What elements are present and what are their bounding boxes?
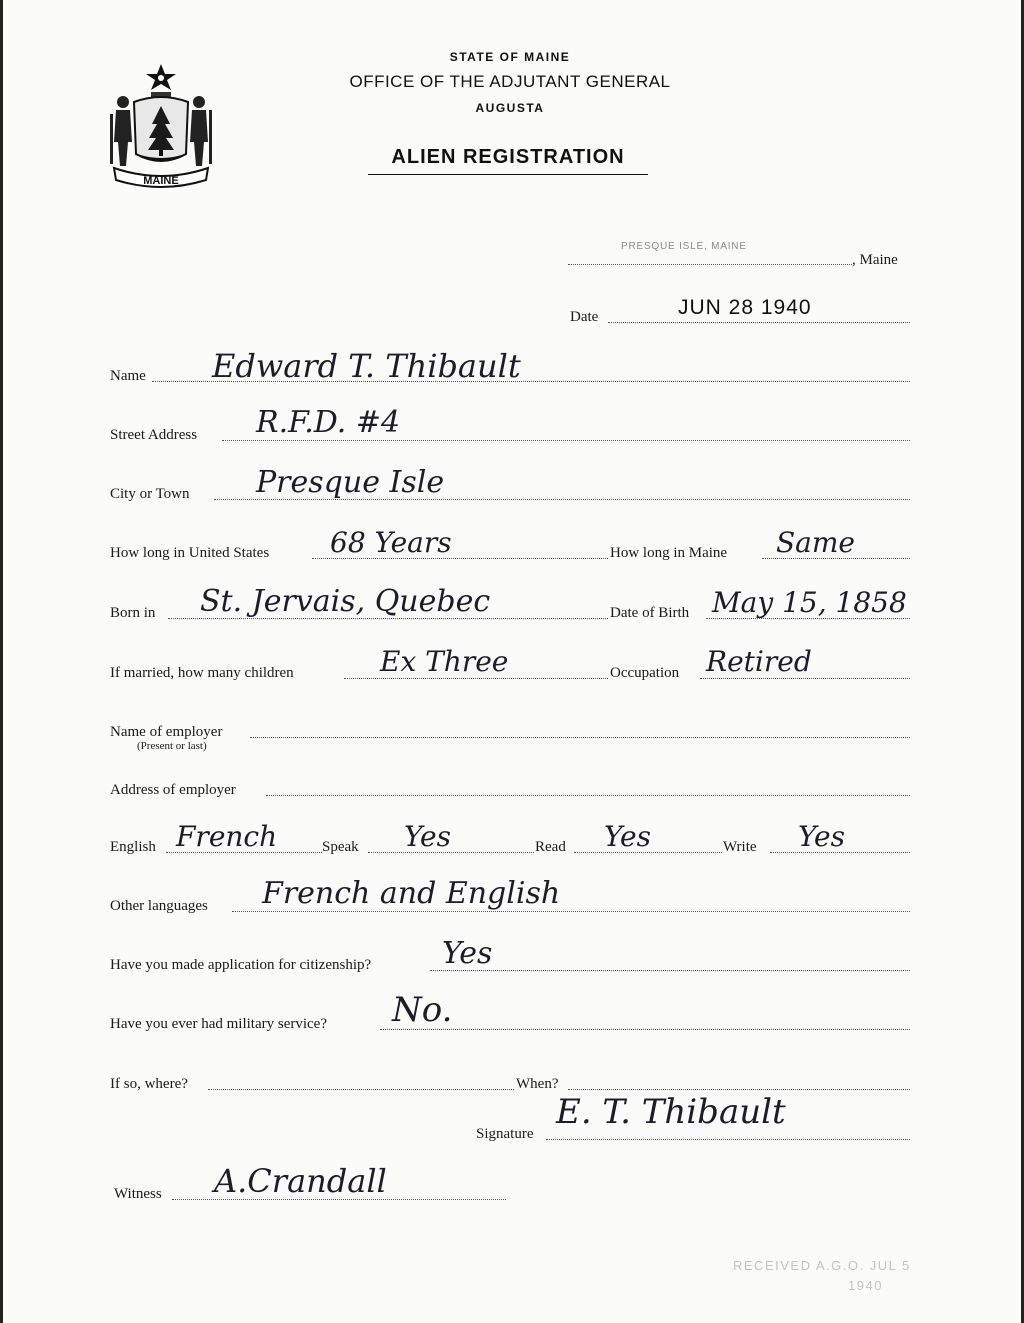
write-value: Yes <box>798 820 845 853</box>
military-where-label: If so, where? <box>110 1076 188 1092</box>
signature-line <box>546 1139 910 1140</box>
maine-duration-value: Same <box>776 526 855 559</box>
place-line <box>568 264 852 265</box>
us-duration-label: How long in United States <box>110 545 270 561</box>
citizenship-value: Yes <box>442 936 493 971</box>
occupation-line <box>700 678 910 679</box>
children-line <box>344 678 608 679</box>
read-label: Read <box>535 839 566 855</box>
other-languages-label: Other languages <box>110 898 208 914</box>
citizenship-label: Have you made application for citizenship? <box>110 957 372 973</box>
read-value: Yes <box>604 820 651 853</box>
maine-duration-label: How long in Maine <box>610 545 728 561</box>
us-duration-value: 68 Years <box>330 526 452 559</box>
birthplace-value: St. Jervais, Quebec <box>200 584 491 619</box>
employer-address-label: Address of employer <box>110 782 236 798</box>
english-label: English <box>110 839 156 855</box>
date-stamp: JUN 28 1940 <box>678 296 812 319</box>
witness-label: Witness <box>114 1186 162 1202</box>
military-where-line <box>208 1089 514 1090</box>
scan-border-left <box>0 0 3 1323</box>
place-suffix: , Maine <box>852 252 898 268</box>
occupation-label: Occupation <box>610 665 680 681</box>
speak-label: Speak <box>322 839 359 855</box>
speak-value: Yes <box>404 820 451 853</box>
employer-address-line <box>266 795 910 796</box>
birth-date-value: May 15, 1858 <box>712 586 907 619</box>
signature-label: Signature <box>476 1126 534 1142</box>
write-label: Write <box>723 839 757 855</box>
street-address-line <box>222 440 910 441</box>
employer-name-label: Name of employer <box>110 724 223 740</box>
city-value: Presque Isle <box>256 465 445 500</box>
military-service-line <box>380 1029 910 1030</box>
other-languages-line <box>232 911 910 912</box>
received-stamp-year: 1940 <box>848 1278 883 1293</box>
birth-date-label: Date of Birth <box>610 605 690 621</box>
name-value: Edward T. Thibault <box>212 347 521 385</box>
form-title: ALIEN REGISTRATION <box>391 146 625 168</box>
english-value: French <box>176 820 278 853</box>
children-label: If married, how many children <box>110 665 294 681</box>
street-address-value: R.F.D. #4 <box>256 405 401 440</box>
children-value: Ex Three <box>380 645 509 678</box>
speak-line <box>368 852 534 853</box>
other-languages-value: French and English <box>262 876 561 911</box>
street-address-label: Street Address <box>110 427 198 443</box>
occupation-value: Retired <box>706 645 812 678</box>
city-label: City or Town <box>110 486 190 502</box>
military-service-label: Have you ever had military service? <box>110 1016 327 1032</box>
military-service-value: No. <box>392 990 453 1030</box>
citizenship-line <box>430 970 910 971</box>
employer-name-line <box>250 737 910 738</box>
header-office: OFFICE OF THE ADJUTANT GENERAL <box>349 72 671 91</box>
title-underline <box>368 174 648 175</box>
maine-state-seal-icon <box>106 62 216 192</box>
header-state: STATE OF MAINE <box>449 50 571 64</box>
received-stamp: RECEIVED A.G.O. JUL 5 <box>733 1258 911 1273</box>
date-line <box>608 322 910 323</box>
date-label: Date <box>570 309 599 325</box>
witness-value: A.Crandall <box>214 1162 387 1200</box>
birthplace-label: Born in <box>110 605 156 621</box>
seal-banner-text: MAINE <box>143 175 179 187</box>
signature-value: E. T. Thibault <box>556 1092 786 1132</box>
place-stamp: PRESQUE ISLE, MAINE <box>621 241 747 252</box>
name-label: Name <box>110 368 146 384</box>
employer-name-sublabel: (Present or last) <box>137 740 207 752</box>
military-when-label: When? <box>516 1076 559 1092</box>
military-when-line <box>568 1089 910 1090</box>
header-city: AUGUSTA <box>475 101 545 115</box>
